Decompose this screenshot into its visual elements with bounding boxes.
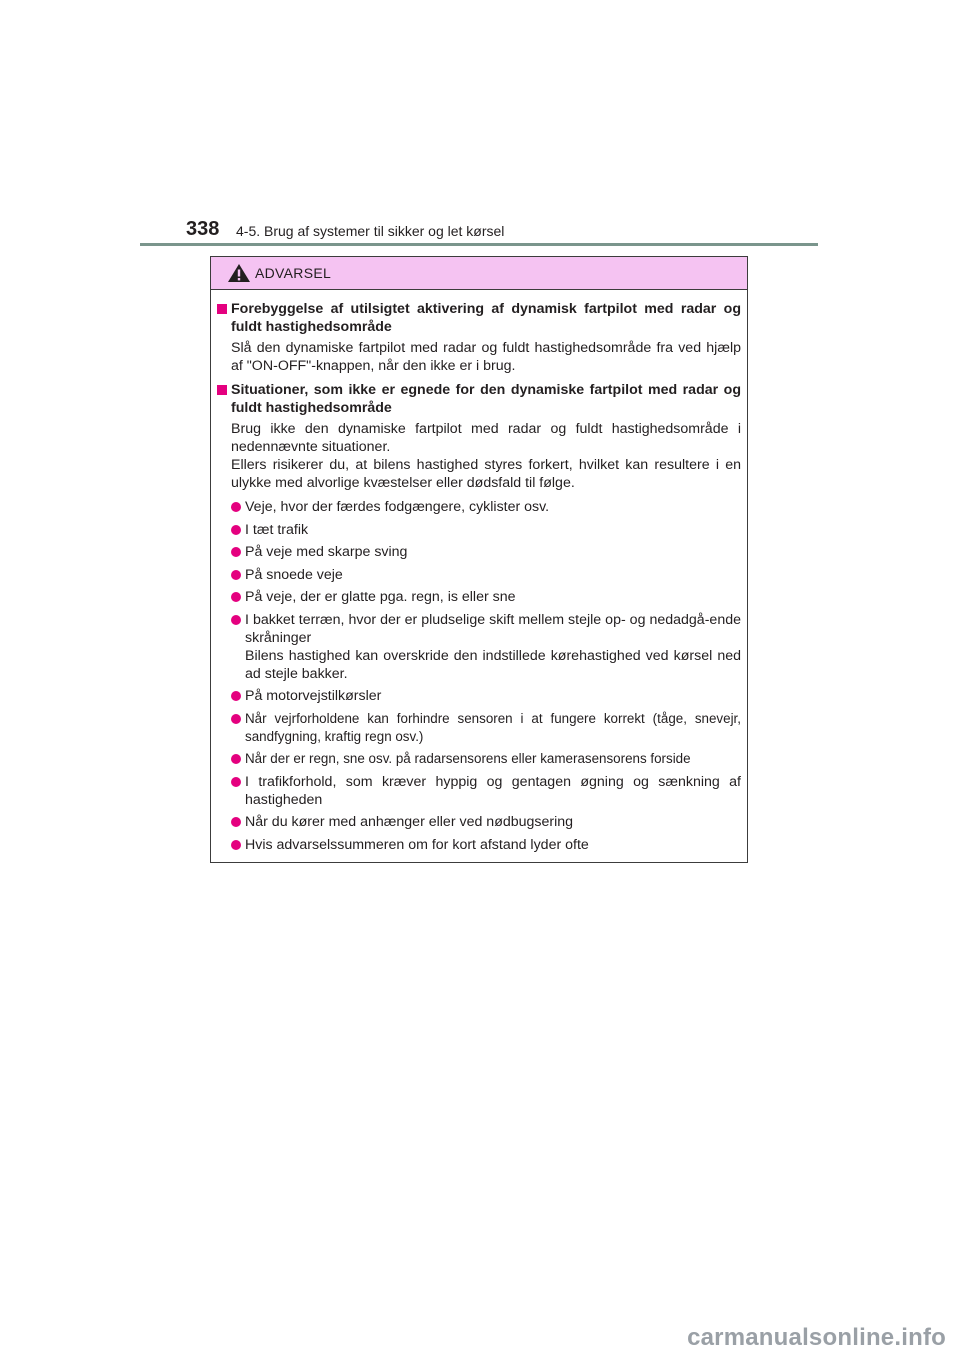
list-item: På veje med skarpe sving: [231, 543, 741, 561]
header-rule: [140, 243, 818, 246]
bullet-dot-icon: [231, 525, 241, 535]
list-item: Hvis advarselssummeren om for kort afstand lyder ofte: [231, 836, 741, 854]
warning-triangle-icon: [227, 263, 251, 283]
warning-box-header: [211, 257, 747, 290]
situation-list: [231, 498, 741, 854]
section-heading: Situationer, som ikke er egnede for den dynamiske fartpilot med radar og fuldt hastighedsområde: [231, 382, 741, 416]
list-item: På motorvejstilkørsler: [231, 687, 741, 705]
list-item: I bakket terræn, hvor der er pludselige skift mellem stejle op- og nedadgå-ende skråninger Bilens hastighed kan overskride den indstillede kørehastighed ved kørsel ned ad stejle bakker.: [231, 611, 741, 683]
section-title: 4-5. Brug af systemer til sikker og let kørsel: [236, 223, 505, 239]
bullet-dot-icon: [231, 592, 241, 602]
bullet-dot-icon: [231, 777, 241, 787]
list-item: På snoede veje: [231, 566, 741, 584]
section-unsuitable-situations: [217, 381, 741, 854]
bullet-dot-icon: [231, 714, 241, 724]
bullet-dot-icon: [231, 754, 241, 764]
bullet-dot-icon: [231, 691, 241, 701]
list-item: Veje, hvor der færdes fodgængere, cyklister osv.: [231, 498, 741, 516]
watermark: carmanualsonline.info: [687, 1324, 946, 1351]
bullet-dot-icon: [231, 817, 241, 827]
list-item: Når du kører med anhænger eller ved nødbugsering: [231, 813, 741, 831]
section-prevent-activation: [217, 300, 741, 375]
section-paragraph: Brug ikke den dynamiske fartpilot med radar og fuldt hastighedsområde i nedennævnte situationer. Ellers risikerer du, at bilens hastighed styres forkert, hvilket kan resultere i en ulykke med alvorlige kvæstelser eller dødsfald til følge.: [231, 421, 741, 491]
bullet-dot-icon: [231, 570, 241, 580]
section-heading: Forebyggelse af utilsigtet aktivering af dynamisk fartpilot med radar og fuldt hastighedsområde: [231, 301, 741, 335]
bullet-dot-icon: [231, 547, 241, 557]
section-paragraph: Slå den dynamiske fartpilot med radar og fuldt hastighedsområde fra ved hjælp af "ON-OFF"-knappen, når den ikke er i brug.: [231, 340, 741, 374]
list-item: På veje, der er glatte pga. regn, is eller sne: [231, 588, 741, 606]
list-item: I tæt trafik: [231, 521, 741, 539]
list-item: I trafikforhold, som kræver hyppig og gentagen øgning og sænkning af hastigheden: [231, 773, 741, 809]
square-bullet-icon: [217, 304, 227, 314]
list-item: Når vejrforholdene kan forhindre sensoren i at fungere korrekt (tåge, snevejr, sandfygning, kraftig regn osv.): [231, 710, 741, 746]
bullet-dot-icon: [231, 502, 241, 512]
warning-body: [211, 290, 747, 854]
page-number: 338: [186, 218, 220, 240]
bullet-dot-icon: [231, 840, 241, 850]
list-item: Når der er regn, sne osv. på radarsensorens eller kamerasensorens forside: [231, 750, 741, 768]
bullet-dot-icon: [231, 615, 241, 625]
warning-box: [210, 256, 748, 863]
warning-title: ADVARSEL: [255, 265, 332, 281]
square-bullet-icon: [217, 385, 227, 395]
